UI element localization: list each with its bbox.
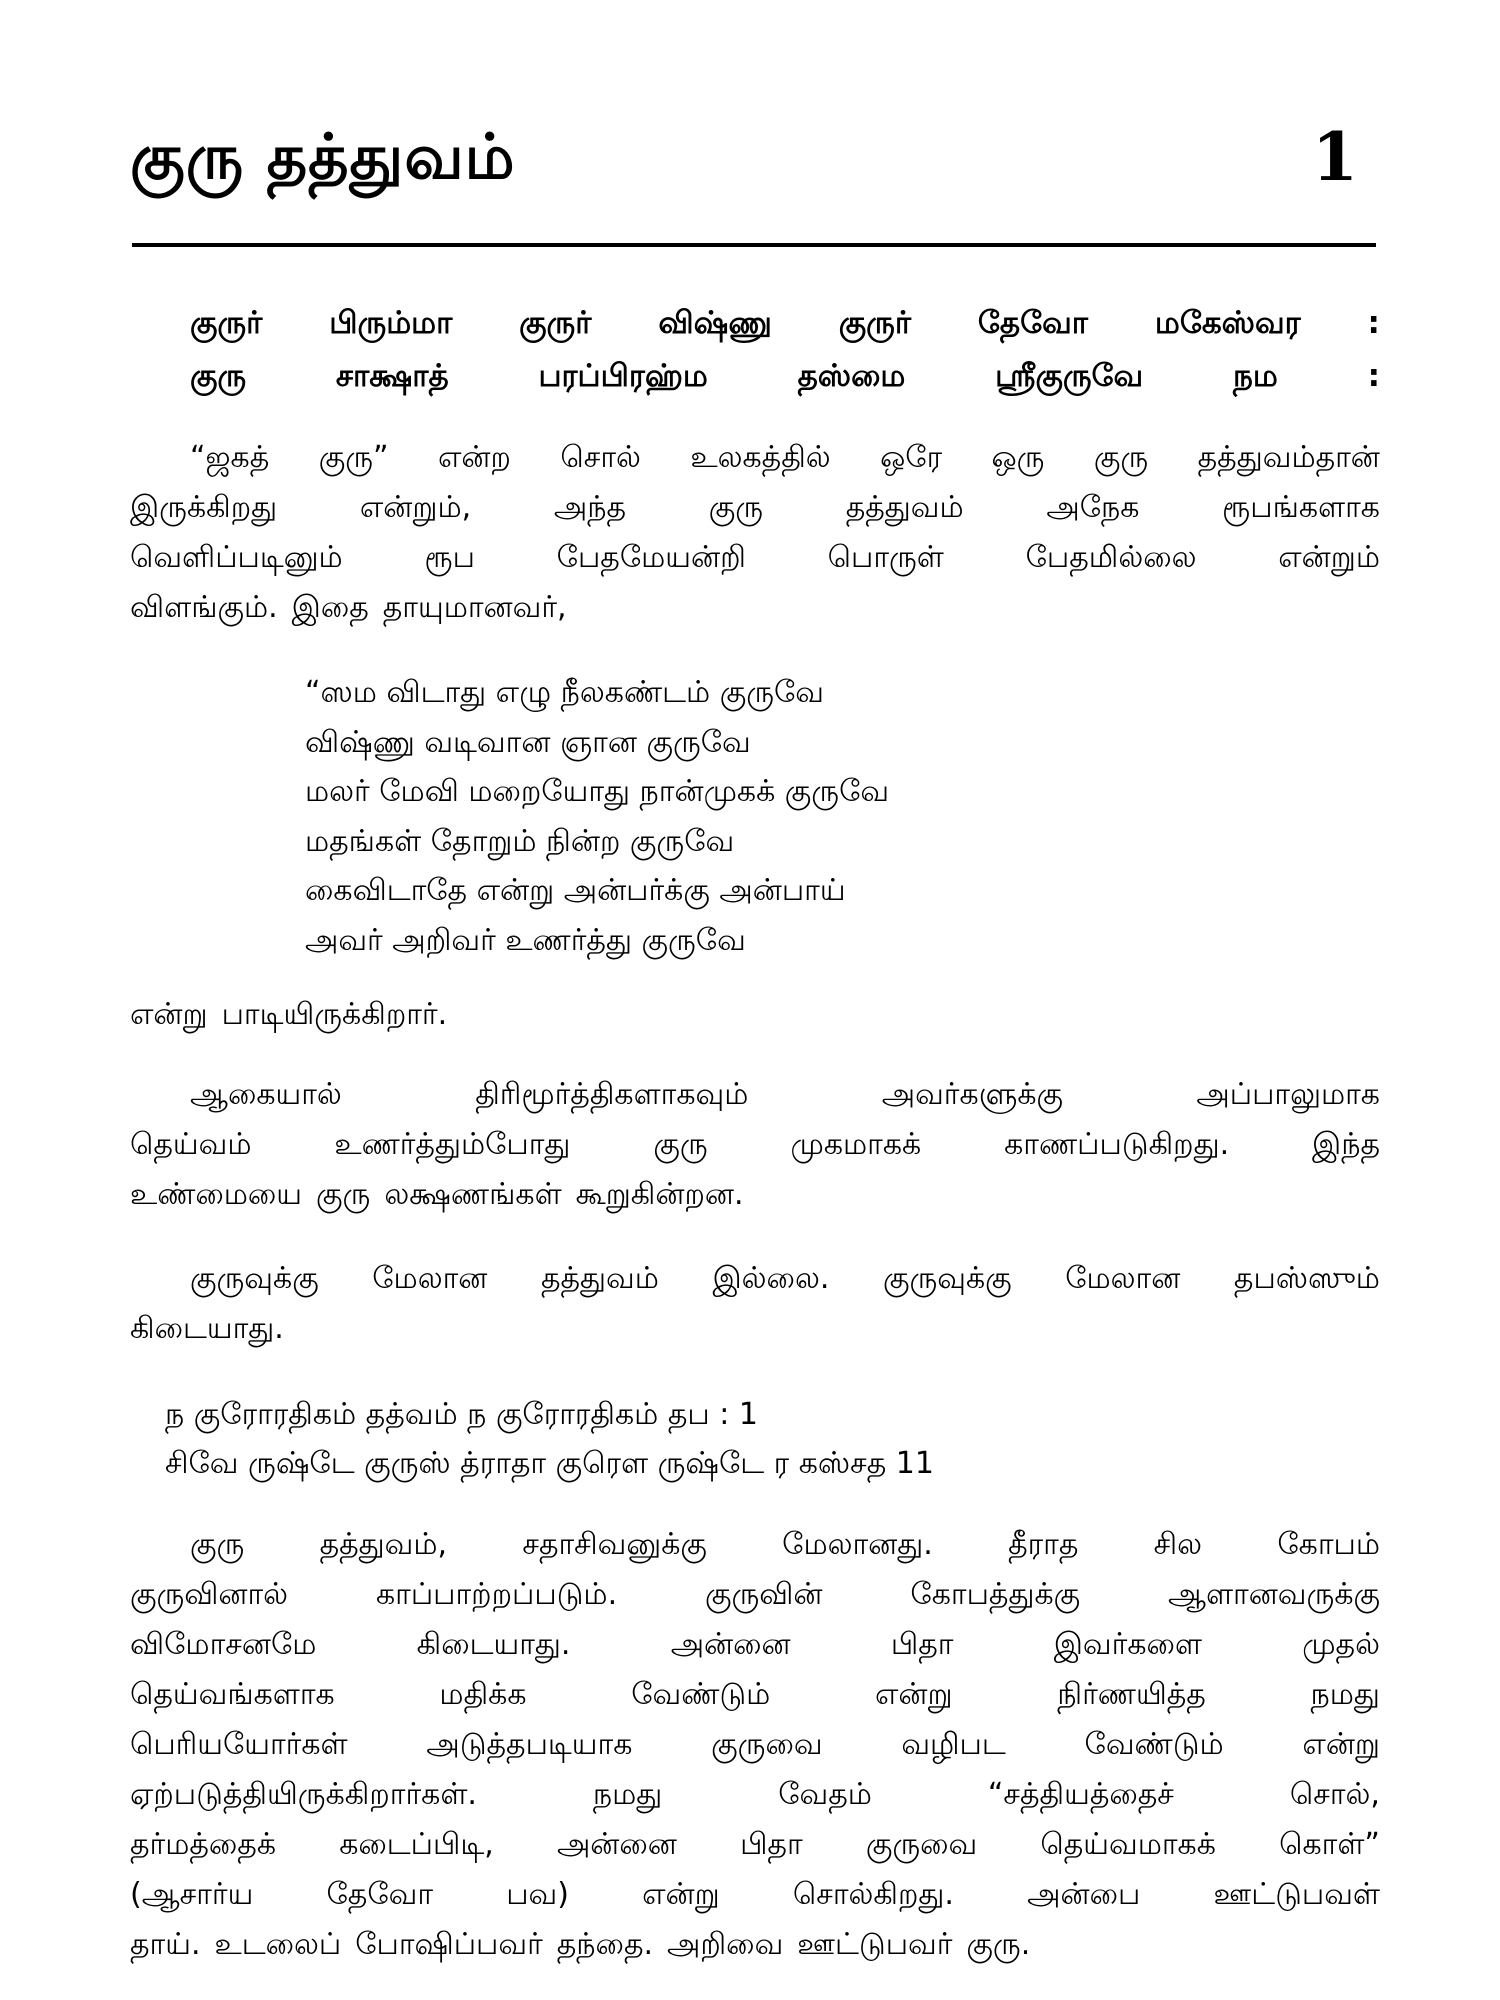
paragraph-2: [130, 1070, 1380, 1220]
word: தந்தை.: [556, 1927, 654, 1962]
word: சாக்ஷாத்: [335, 358, 449, 394]
word: நமது: [592, 1777, 663, 1812]
word: பேதமில்லை: [1025, 540, 1197, 575]
word: குரு: [190, 1527, 245, 1562]
paragraph-line: [130, 1070, 1380, 1120]
word: அன்னை: [670, 1627, 791, 1662]
word: குருவுக்கு: [190, 1261, 319, 1296]
paragraph-4: [130, 1520, 1380, 1970]
paragraph-line: [130, 1770, 1380, 1820]
word: சதாசிவனுக்கு: [522, 1527, 707, 1562]
verse-line: அவர் அறிவர் உணர்த்து குருவே: [305, 922, 746, 958]
word: பெரியயோர்கள்: [130, 1727, 348, 1762]
word: பவ): [506, 1877, 569, 1912]
word: நம: [1232, 358, 1278, 394]
sloka-line: சிவே ருஷ்டே குருஸ் த்ராதா குரௌ ருஷ்டே ர கஸ்சத 11: [165, 1446, 934, 1481]
word: பிதா: [740, 1827, 803, 1862]
sloka-line: ந குரோரதிகம் தத்வம் ந குரோரதிகம் தப : 1: [165, 1397, 758, 1432]
paragraph-line: [130, 1304, 1380, 1354]
word: குரு: [316, 1177, 371, 1212]
word: தீராத: [1008, 1527, 1079, 1562]
verse-line: கைவிடாதே என்று அன்பர்க்கு அன்பாய்: [305, 873, 846, 908]
word: தெய்வம்: [130, 1127, 252, 1162]
word: பொருள்: [827, 540, 944, 575]
word: பரப்பிரஹ்ம: [538, 358, 708, 394]
word: குரு.: [966, 1927, 1031, 1962]
word: ஆளானவருக்கு: [1168, 1577, 1380, 1612]
paragraph-3: [130, 1254, 1380, 1354]
word: தத்துவம்,: [319, 1527, 448, 1562]
word: தஸ்மை: [797, 358, 906, 394]
word: தர்மத்தைக்: [130, 1827, 277, 1862]
word: என்று: [875, 1677, 953, 1712]
word: மேலான: [372, 1261, 488, 1296]
word: :: [1367, 305, 1380, 341]
paragraph-line: [130, 1620, 1380, 1670]
paragraph-line: [130, 1520, 1380, 1570]
word: ஊட்டுபவள்: [1213, 1877, 1380, 1912]
paragraph-line: [130, 990, 1380, 1040]
word: என்று: [642, 1877, 720, 1912]
word: உடலைப்: [214, 1927, 342, 1962]
word: இருக்கிறது: [130, 490, 278, 525]
word: வேண்டும்: [631, 1677, 771, 1712]
paragraph-1: [130, 433, 1380, 633]
word: ஒரே: [880, 440, 943, 475]
word: போஷிப்பவர்: [355, 1927, 543, 1962]
word: கடைப்பிடி,: [339, 1827, 494, 1862]
sanskrit-sloka: [165, 1390, 1315, 1488]
word: வழிபட: [901, 1727, 1006, 1762]
word: குரு”: [318, 440, 389, 475]
word: குருர்: [190, 305, 263, 341]
word: (ஆசார்ய: [130, 1877, 254, 1912]
paragraph-line: [130, 1570, 1380, 1620]
word: குருவுக்கு: [882, 1261, 1012, 1296]
verse-line: “ஸம விடாது எழு நீலகண்டம் குருவே: [305, 675, 825, 710]
word: சொல்: [560, 440, 641, 475]
word: காணப்படுகிறது.: [1004, 1127, 1230, 1162]
word: அநேக: [1046, 490, 1140, 525]
word: தெய்வங்களாக: [130, 1677, 335, 1712]
paragraph-line: [130, 1670, 1380, 1720]
word: அவர்களுக்கு: [881, 1077, 1064, 1112]
word: ஆகையால்: [190, 1077, 342, 1112]
word: என்றும்,: [359, 490, 472, 525]
verse-line: விஷ்ணு வடிவான ஞான குருவே: [305, 724, 751, 760]
word: தபஸ்ஸும்: [1233, 1261, 1380, 1296]
word: முகமாகக்: [790, 1127, 922, 1162]
word: தெய்வமாகக்: [1040, 1827, 1216, 1862]
word: காப்பாற்றப்படும்.: [375, 1577, 618, 1612]
word: லக்ஷணங்கள்: [384, 1177, 562, 1212]
word: என்று: [1302, 1727, 1380, 1762]
word: கிடையாது.: [130, 1311, 284, 1346]
invocation-line: [190, 297, 1380, 350]
word: வேண்டும்: [1084, 1727, 1224, 1762]
word: விமோசனமே: [130, 1627, 317, 1662]
word: விஷ்ணு: [658, 305, 772, 341]
word: இந்த: [1312, 1127, 1380, 1162]
word: இதை: [291, 590, 369, 625]
invocation-line: [190, 350, 1380, 403]
word: மகேஸ்வர: [1154, 305, 1301, 341]
word: பிதா: [890, 1627, 954, 1662]
word: அடுத்தபடியாக: [426, 1727, 633, 1762]
word: கொள்”: [1279, 1827, 1380, 1862]
paragraph-line: [130, 533, 1380, 583]
word: என்று: [130, 997, 208, 1032]
word: திரிமூர்த்திகளாகவும்: [475, 1077, 749, 1112]
word: மேலான: [1065, 1261, 1181, 1296]
word: தத்துவம்தான்: [1197, 440, 1380, 475]
word: குரு: [708, 490, 763, 525]
word: அப்பாலுமாக: [1196, 1077, 1380, 1112]
poem-verse: [305, 668, 1105, 965]
word: விளங்கும்.: [130, 590, 278, 625]
paragraph-line: [130, 1120, 1380, 1170]
word: உணர்த்தும்போது: [334, 1127, 571, 1162]
word: குருவின்: [705, 1577, 823, 1612]
word: அன்பை: [1027, 1877, 1141, 1912]
paragraph-line: [130, 1170, 1380, 1220]
word: அன்னை: [556, 1827, 677, 1862]
invocation: [190, 297, 1380, 403]
word: கோபம்: [1277, 1527, 1380, 1562]
paragraph-line: [130, 1720, 1380, 1770]
paragraph-line: [130, 1870, 1380, 1920]
chapter-number: 1: [1312, 118, 1358, 196]
word: ஊட்டுபவர்: [797, 1927, 953, 1962]
word: பாடியிருக்கிறார்.: [221, 997, 448, 1032]
word: அந்த: [553, 490, 626, 525]
word: குரு: [653, 1127, 708, 1162]
word: தாய்.: [130, 1927, 201, 1962]
word: தாயுமானவர்,: [382, 590, 567, 625]
word: மேலானது.: [782, 1527, 933, 1562]
paragraph-line: [130, 433, 1380, 483]
word: குருவை: [865, 1827, 978, 1862]
word: ஸ்ரீகுருவே: [995, 358, 1144, 394]
word: குருர்: [838, 305, 912, 341]
word: உண்மையை: [130, 1177, 303, 1212]
paragraph-line: [130, 583, 1380, 633]
word: வெளிப்படினும்: [130, 540, 343, 575]
word: இல்லை.: [712, 1261, 830, 1296]
word: உலகத்தில்: [690, 440, 831, 475]
paragraph-line: [130, 1820, 1380, 1870]
paragraph-line: [130, 483, 1380, 533]
verse-line: மதங்கள் தோறும் நின்ற குருவே: [305, 823, 735, 859]
word: என்றும்: [1278, 540, 1380, 575]
chapter-title: குரு தத்துவம்: [130, 120, 516, 193]
word: குரு: [1093, 440, 1149, 475]
paragraph-line: [130, 1920, 1380, 1970]
word: என்ற: [438, 440, 511, 475]
word: சொல்,: [1289, 1777, 1380, 1812]
word: வேதம்: [778, 1777, 872, 1812]
word: நிர்ணயித்த: [1057, 1677, 1206, 1712]
word: தத்துவம்: [540, 1261, 659, 1296]
word: குருவை: [711, 1727, 823, 1762]
word: குருர்: [519, 305, 592, 341]
word: “சத்தியத்தைச்: [987, 1777, 1174, 1812]
word: “ஜகத்: [190, 440, 270, 475]
word: தத்துவம்: [845, 490, 964, 525]
word: கோபத்துக்கு: [910, 1577, 1081, 1612]
word: கிடையாது.: [416, 1627, 571, 1662]
word: ரூப: [424, 540, 475, 575]
word: குரு: [190, 358, 247, 394]
paragraph-line: [130, 1254, 1380, 1304]
word: ஒரு: [991, 440, 1045, 475]
verse-line: மலர் மேவி மறையோது நான்முகக் குருவே: [305, 774, 890, 809]
word: :: [1367, 358, 1380, 394]
word: கூறுகின்றன.: [575, 1177, 744, 1212]
word: தேவோ: [977, 305, 1088, 341]
word: ரூபங்களாக: [1222, 490, 1380, 525]
word: சில: [1153, 1527, 1203, 1562]
word: சொல்கிறது.: [792, 1877, 954, 1912]
word: அறிவை: [667, 1927, 784, 1962]
word: பேதமேயன்றி: [556, 540, 746, 575]
word: ஏற்படுத்தியிருக்கிறார்கள்.: [130, 1777, 477, 1812]
word: பிரும்மா: [329, 305, 453, 341]
word: முதல்: [1302, 1627, 1380, 1662]
title-rule: [132, 243, 1376, 247]
verse-attribution: [130, 990, 1380, 1040]
word: இவர்களை: [1053, 1627, 1202, 1662]
word: மதிக்க: [439, 1677, 527, 1712]
word: நமது: [1310, 1677, 1380, 1712]
word: குருவினால்: [130, 1577, 289, 1612]
word: தேவோ: [326, 1877, 434, 1912]
